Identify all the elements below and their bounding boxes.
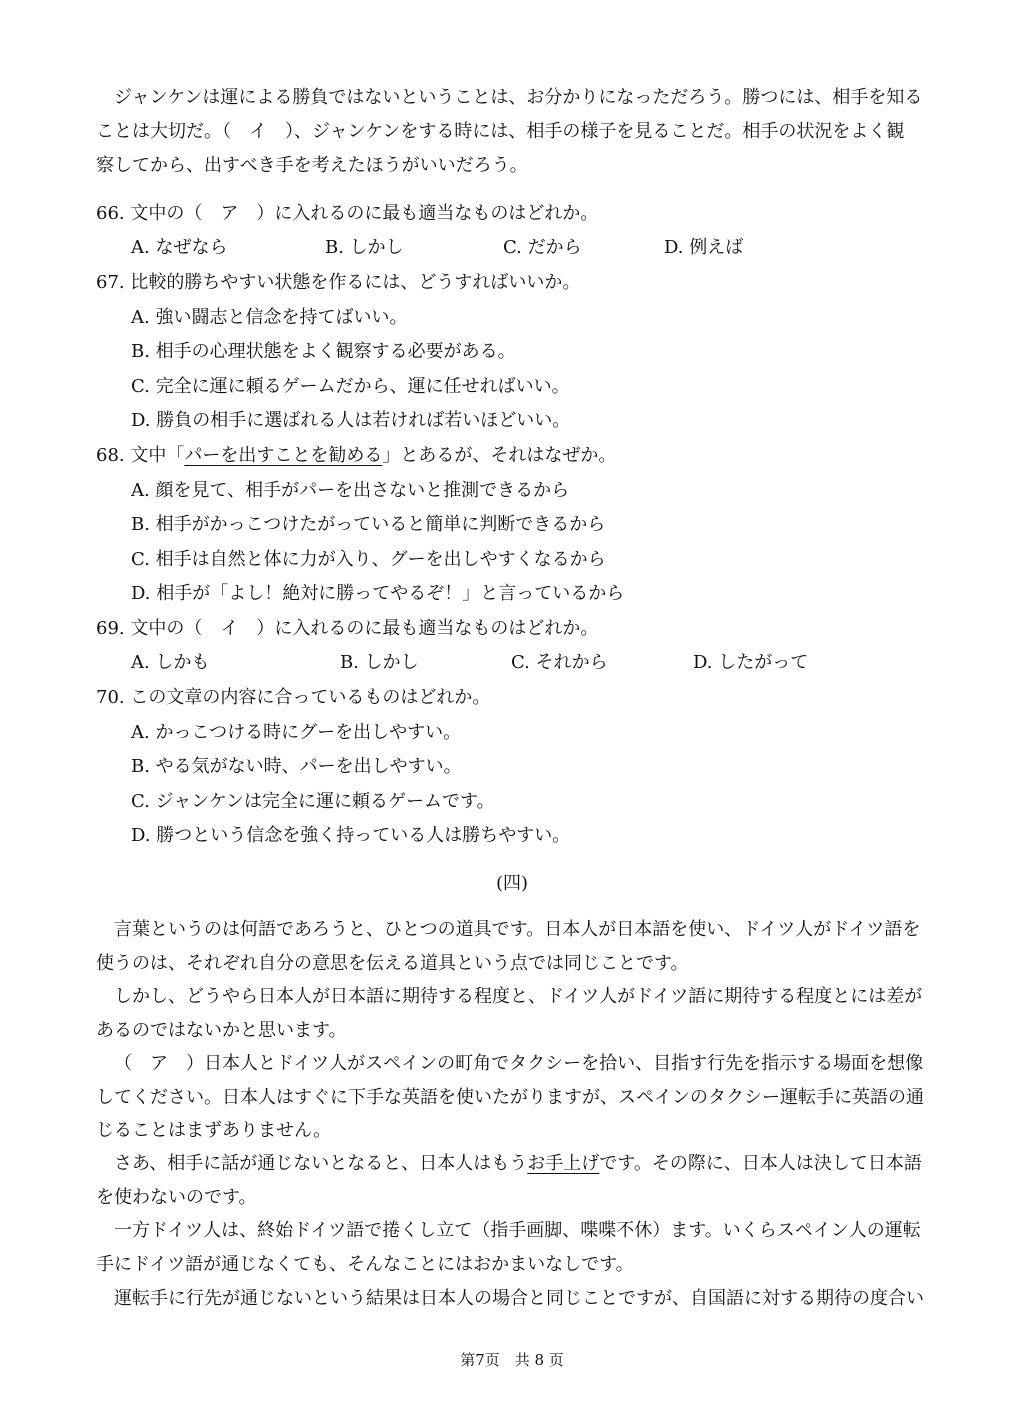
option-c: C. だから <box>503 237 582 258</box>
option-a: A. 強い闘志と信念を持てばいい。 <box>131 307 408 328</box>
underlined-phrase: パーを出すことを勧める <box>184 445 383 466</box>
option-c: C. 完全に運に頼るゲームだから、運に任せればいい。 <box>131 376 570 397</box>
option-d: D. 例えば <box>664 237 744 258</box>
passage-line: を使わないのです。 <box>96 1187 257 1208</box>
question-69-stem: 69. 文中の（ イ ）に入れるのに最も適当なものはどれか。 <box>96 618 599 639</box>
option-c: C. それから <box>511 652 608 673</box>
option-b: B. やる気がない時、パーを出しやすい。 <box>131 756 462 777</box>
option-a: A. しかも <box>131 652 210 673</box>
option-b: B. 相手の心理状態をよく観察する必要がある。 <box>131 341 516 362</box>
passage-line: 使うのは、それぞれ自分の意思を伝える道具という点では同じことです。 <box>96 953 689 974</box>
question-67-stem: 67. 比較的勝ちやすい状態を作るには、どうすればいいか。 <box>96 272 581 293</box>
option-a: A. なぜなら <box>131 237 228 258</box>
passage-line: （ ア ）日本人とドイツ人がスペインの町角でタクシーを拾い、目指す行先を指示する場面を想像 <box>114 1053 924 1074</box>
question-66-stem: 66. 文中の（ ア ）に入れるのに最も適当なものはどれか。 <box>96 203 599 224</box>
passage-line: しかし、どうやら日本人が日本語に期待する程度と、ドイツ人がドイツ語に期待する程度とには差が <box>114 986 923 1007</box>
passage-line: 運転手に行先が通じないという結果は日本人の場合と同じことですが、自国語に対する期待の度合い <box>114 1288 924 1309</box>
stem-pre: 68. 文中「 <box>96 445 185 466</box>
passage-line: 察してから、出すべき手を考えたほうがいいだろう。 <box>96 155 528 176</box>
passage-line: あるのではないかと思います。 <box>96 1020 347 1041</box>
option-b: B. しかし <box>325 237 404 258</box>
option-c: C. ジャンケンは完全に運に頼るゲームです。 <box>131 791 495 812</box>
option-a: A. かっこつける時にグーを出しやすい。 <box>131 722 462 743</box>
question-70-stem: 70. この文章の内容に合っているものはどれか。 <box>96 687 491 708</box>
passage-line: ジャンケンは運による勝負ではないということは、お分かりになっただろう。勝つには、相手を知る <box>114 87 923 108</box>
line-post: です。その際に、日本人は決して日本語 <box>599 1153 922 1174</box>
passage-line: 一方ドイツ人は、終始ドイツ語で捲くし立て（指手画脚、喋喋不休）ます。いくらスペイン人の運転 <box>114 1220 921 1241</box>
line-pre: さあ、相手に話が通じないとなると、日本人はもう <box>114 1153 528 1174</box>
page-footer: 第7页 共 8 页 <box>460 1351 564 1369</box>
option-d: D. 勝つという信念を強く持っている人は勝ちやすい。 <box>131 825 571 846</box>
passage-line: してください。日本人はすぐに下手な英語を使いたがりますが、スペインのタクシー運転手に英語の通 <box>96 1087 924 1108</box>
stem-post: 」とあるが、それはなぜか。 <box>382 445 617 466</box>
underlined-phrase: お手上げ <box>527 1153 600 1174</box>
passage-line: ことは大切だ。（ イ ）、ジャンケンをする時には、相手の様子を見ることだ。相手の状況をよく観 <box>96 121 905 142</box>
question-68-stem <box>96 444 936 468</box>
option-b: B. 相手がかっこつけたがっていると簡単に判断できるから <box>131 514 606 535</box>
passage-line: 言葉というのは何語であろうと、ひとつの道具です。日本人が日本語を使い、ドイツ人がドイツ語を <box>114 919 921 940</box>
passage-line <box>114 1152 954 1176</box>
option-b: B. しかし <box>340 652 419 673</box>
passage-line: じることはまずありません。 <box>96 1120 332 1141</box>
option-c: C. 相手は自然と体に力が入り、グーを出しやすくなるから <box>131 549 606 570</box>
option-a: A. 顔を見て、相手がパーを出さないと推測できるから <box>131 480 570 501</box>
section-heading: (四) <box>495 873 529 894</box>
passage-line: 手にドイツ語が通じなくても、そんなことにはおかまいなしです。 <box>96 1254 634 1275</box>
option-d: D. したがって <box>693 652 809 673</box>
option-d: D. 勝負の相手に選ばれる人は若ければ若いほどいい。 <box>131 410 571 431</box>
option-d: D. 相手が「よし！絶対に勝ってやるぞ！」と言っているから <box>131 583 625 604</box>
